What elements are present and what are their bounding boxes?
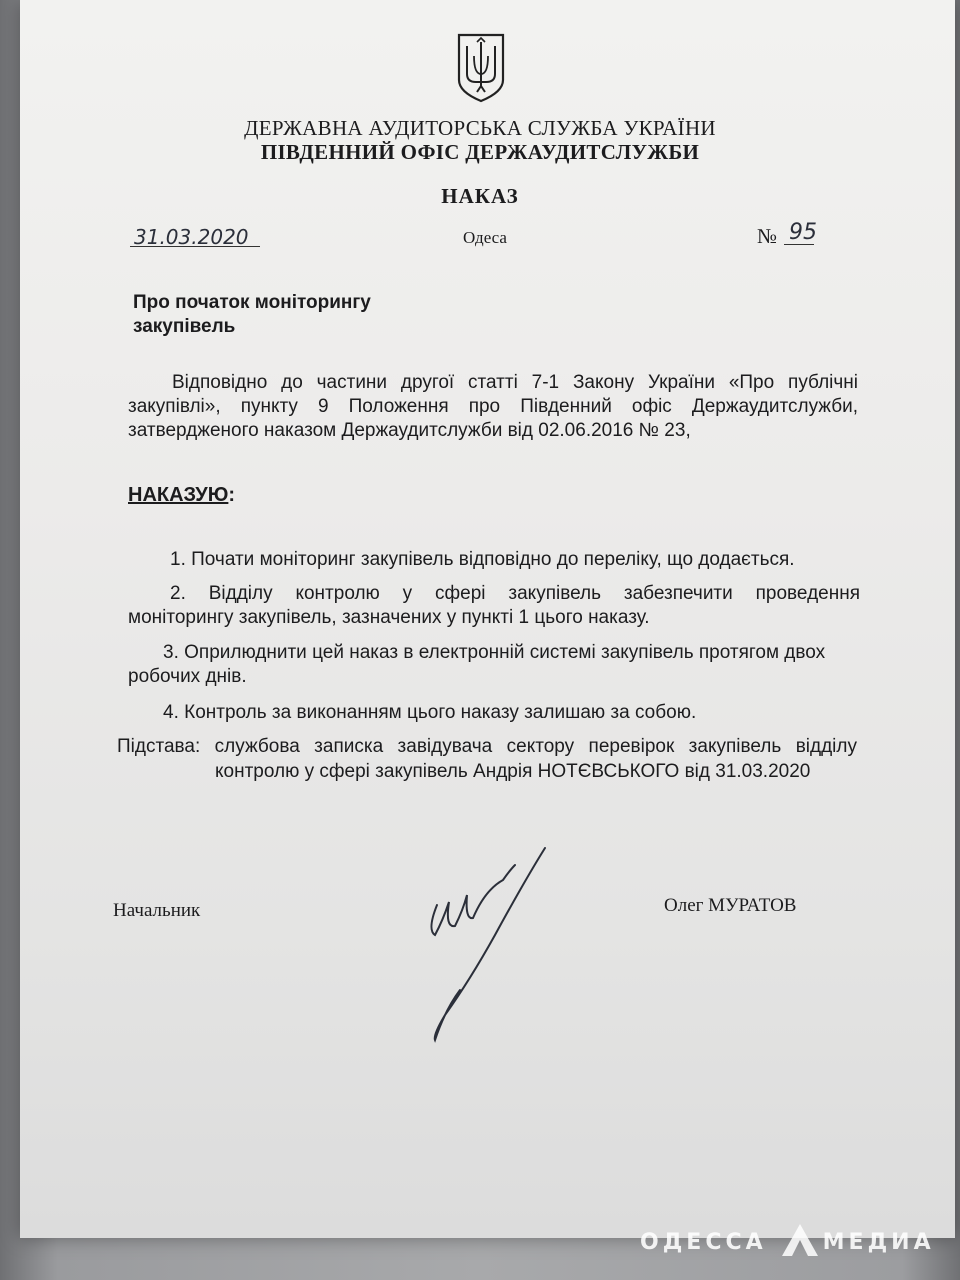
order-heading: НАКАЗУЮ: xyxy=(128,484,236,506)
document-city: Одеса xyxy=(463,228,507,247)
order-item: 4. Контроль за виконанням цього наказу залишаю за собою. xyxy=(163,702,697,723)
basis-line: Підстава: службова записка завідувача сектору перевірок закупівель відділу xyxy=(117,736,857,757)
signer-position: Начальник xyxy=(113,900,201,921)
office-name: ПІВДЕННИЙ ОФІС ДЕРЖАУДИТСЛУЖБИ xyxy=(260,140,700,164)
document-number: 95 xyxy=(789,220,817,245)
document-type: НАКАЗ xyxy=(441,184,519,208)
watermark-arrow-icon xyxy=(780,1222,820,1258)
preamble-line: затвердженого наказом Держаудитслужби від 02.06.2016 № 23, xyxy=(128,420,691,441)
organization-name: ДЕРЖАВНА АУДИТОРСЬКА СЛУЖБА УКРАЇНИ xyxy=(244,116,716,140)
date-underline xyxy=(130,246,260,247)
document-date: 31.03.2020 xyxy=(134,225,249,249)
handwritten-signature xyxy=(415,840,555,1050)
preamble-line: Відповідно до частини другої статті 7-1 Закону України «Про публічні xyxy=(172,372,858,393)
basis-line: контролю у сфері закупівель Андрія НОТЄВСЬКОГО від 31.03.2020 xyxy=(215,761,811,782)
watermark-logo: ОДЕССА МЕДИА xyxy=(640,1230,935,1255)
number-underline xyxy=(784,244,814,245)
preamble-line: закупівлі», пункту 9 Положення про Південний офіс Держаудитслужби, xyxy=(128,396,858,417)
order-item: 1. Почати моніторинг закупівель відповідно до переліку, що додається. xyxy=(170,549,795,570)
order-item-continuation: моніторингу закупівель, зазначених у пункті 1 цього наказу. xyxy=(128,607,650,628)
signer-name: Олег МУРАТОВ xyxy=(664,895,797,916)
order-item: 3. Оприлюднити цей наказ в електронній системі закупівель протягом двох xyxy=(163,642,826,663)
subject-line: Про початок моніторингу xyxy=(133,292,371,313)
trident-emblem-icon xyxy=(456,32,506,104)
order-item-continuation: робочих днів. xyxy=(128,666,247,687)
number-label: № xyxy=(757,224,778,248)
order-item: 2. Відділу контролю у сфері закупівель забезпечити проведення xyxy=(170,583,860,604)
subject-line: закупівель xyxy=(133,316,236,337)
